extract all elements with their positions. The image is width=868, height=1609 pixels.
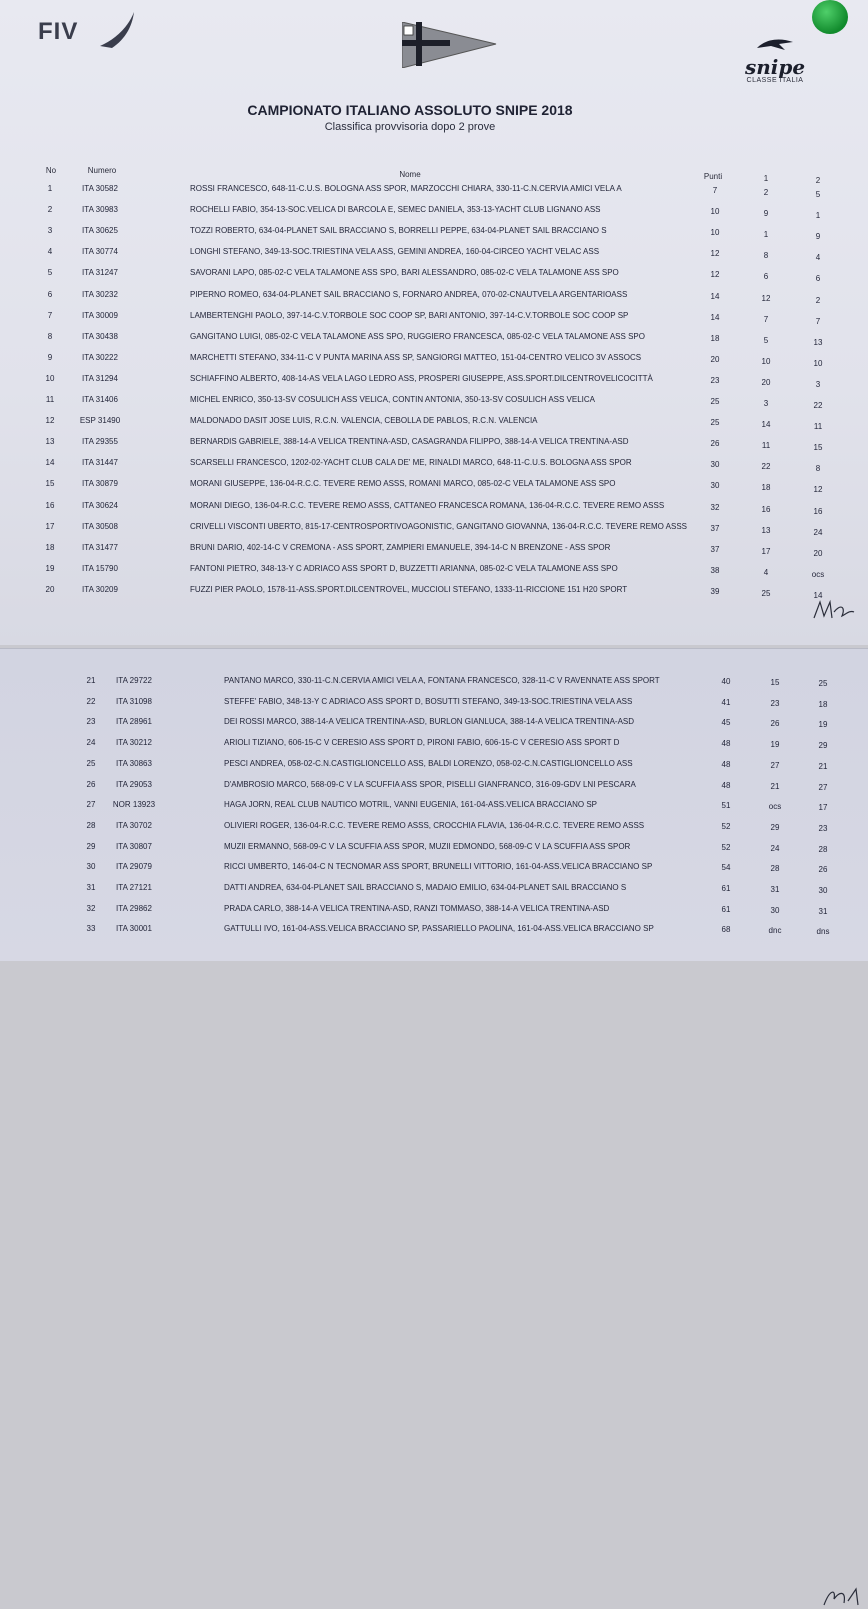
fiv-logo	[38, 18, 78, 46]
document-title: CAMPIONATO ITALIANO ASSOLUTO SNIPE 2018	[247, 102, 573, 118]
points-total: 30	[710, 460, 720, 470]
sail-number: ITA 30983	[82, 205, 118, 215]
column-header-race-2: 2	[815, 176, 821, 185]
points-total: 48	[721, 759, 731, 769]
crew-names: PANTANO MARCO, 330-11-C.N.CERVIA AMICI VELA A, FONTANA FRANCESCO, 328-11-C V RAVENNATE ASS SPORT	[224, 676, 660, 685]
race-2-score: 6	[815, 274, 821, 284]
sail-number: ITA 29079	[116, 862, 152, 872]
sail-number: ITA 30438	[82, 331, 118, 341]
points-total: 14	[710, 312, 720, 322]
row-number: 32	[86, 903, 96, 913]
handwritten-initials-2	[822, 1585, 864, 1609]
table-row	[0, 437, 868, 457]
race-1-score: 9	[763, 209, 769, 219]
race-1-score: 8	[763, 251, 769, 261]
row-number: 21	[86, 676, 96, 685]
row-number: 7	[47, 310, 53, 320]
crew-names: MALDONADO DASIT JOSE LUIS, R.C.N. VALENCIA, CEBOLLA DE PABLOS, R.C.N. VALENCIA	[190, 416, 538, 426]
crew-names: ARIOLI TIZIANO, 606-15-C V CERESIO ASS SPORT D, PIRONI FABIO, 606-15-C V CERESIO ASS SPORT D	[224, 738, 620, 748]
race-1-score: 20	[761, 377, 771, 387]
points-total: 40	[721, 677, 731, 686]
table-row	[0, 311, 868, 331]
table-row	[0, 247, 868, 267]
table-row	[0, 501, 868, 521]
sail-number: ITA 29355	[82, 437, 118, 447]
race-2-score: 13	[813, 337, 823, 347]
crew-names: FUZZI PIER PAOLO, 1578-11-ASS.SPORT.DILCENTROVEL, MUCCIOLI STEFANO, 1333-11-RICCIONE 151 H20 SPORT	[190, 584, 628, 594]
crew-names: MARCHETTI STEFANO, 334-11-C V PUNTA MARINA ASS SP, SANGIORGI MATTEO, 151-04-CENTRO VELICO 3V ASSOCS	[190, 352, 642, 362]
crew-names: ROCHELLI FABIO, 354-13-SOC.VELICA DI BARCOLA E, SEMEC DANIELA, 353-13-YACHT CLUB LIGNANO ASS	[190, 205, 601, 215]
race-1-score: 22	[761, 462, 771, 472]
sail-number: ITA 31477	[82, 542, 118, 552]
points-total: 32	[710, 502, 720, 512]
table-row	[0, 676, 868, 696]
row-number: 28	[86, 820, 96, 830]
row-number: 30	[86, 862, 96, 872]
table-row	[0, 416, 868, 436]
row-number: 15	[45, 479, 55, 489]
race-2-score: 4	[815, 253, 821, 263]
race-2-score: 14	[813, 590, 823, 600]
race-1-score: 12	[761, 293, 771, 303]
race-2-score: 7	[815, 316, 821, 326]
points-total: 14	[710, 291, 720, 301]
crew-names: LAMBERTENGHI PAOLO, 397-14-C.V.TORBOLE SOC COOP SP, BARI ANTONIO, 397-14-C.V.TORBOLE SOC COOP SP	[190, 310, 629, 320]
table-row	[0, 374, 868, 394]
crew-names: ROSSI FRANCESCO, 648-11-C.U.S. BOLOGNA ASS SPOR, MARZOCCHI CHIARA, 330-11-C.N.CERVIA AMICI VELA A	[190, 184, 622, 193]
race-2-score: 17	[818, 803, 828, 813]
race-1-score: 4	[763, 567, 769, 577]
row-number: 16	[45, 500, 55, 510]
race-1-score: 28	[770, 864, 780, 874]
race-2-score: 10	[813, 358, 823, 368]
crew-names: MUZII ERMANNO, 568-09-C V LA SCUFFIA ASS SPOR, MUZII EDMONDO, 568-09-C V LA SCUFFIA ASS SPOR	[224, 841, 631, 851]
race-2-score: 18	[818, 699, 828, 709]
sail-number: ITA 30863	[116, 758, 152, 768]
row-number: 27	[86, 800, 96, 810]
sail-number: ITA 31098	[116, 696, 152, 706]
table-row	[0, 479, 868, 499]
row-number: 22	[86, 696, 96, 706]
table-row	[0, 904, 868, 924]
table-row	[0, 290, 868, 310]
row-number: 2	[47, 205, 53, 215]
sail-number: ITA 31406	[82, 395, 118, 404]
race-2-score: 16	[813, 506, 823, 516]
race-1-score: 25	[761, 588, 771, 598]
row-number: 9	[47, 352, 53, 362]
sail-number: ITA 30212	[116, 738, 152, 748]
race-2-score: 30	[818, 886, 828, 895]
race-2-score: 28	[818, 844, 828, 854]
race-2-score: 25	[818, 679, 828, 688]
table-row	[0, 883, 868, 903]
race-1-score: dnc	[768, 926, 782, 936]
race-2-score: 29	[818, 741, 828, 751]
race-2-score: 15	[813, 443, 823, 453]
column-header-nome: Nome	[399, 170, 421, 179]
points-total: 18	[710, 333, 720, 343]
points-total: 68	[721, 925, 731, 935]
points-total: 25	[710, 418, 720, 428]
row-number: 24	[86, 738, 96, 748]
race-2-score: 26	[818, 865, 828, 875]
race-1-score: 6	[763, 272, 769, 282]
points-total: 37	[710, 523, 720, 533]
row-number: 4	[47, 247, 53, 257]
snipe-bird-icon	[755, 36, 795, 52]
points-total: 41	[721, 697, 731, 707]
race-2-score: 19	[818, 720, 828, 730]
points-total: 48	[721, 780, 731, 790]
race-2-score: 21	[818, 761, 828, 771]
sail-number: ITA 27121	[116, 883, 152, 892]
sail-number: ITA 30624	[82, 500, 118, 510]
points-total: 52	[721, 842, 731, 852]
sail-number: NOR 13923	[112, 800, 156, 810]
race-1-score: 26	[770, 719, 780, 729]
crew-names: RICCI UMBERTO, 146-04-C N TECNOMAR ASS SPORT, BRUNELLI VITTORIO, 161-04-ASS.VELICA BRACCIANO SP	[224, 862, 653, 872]
crew-names: SCHIAFFINO ALBERTO, 408-14-AS VELA LAGO LEDRO ASS, PROSPERI GIUSEPPE, ASS.SPORT.DILCENTROVELICOCITTÀ	[190, 373, 653, 383]
sail-number: ITA 30009	[82, 310, 118, 320]
sail-number: ITA 30222	[82, 352, 118, 362]
race-2-score: 2	[815, 295, 821, 305]
table-row	[0, 738, 868, 758]
row-number: 12	[45, 416, 55, 426]
points-total: 51	[721, 801, 731, 811]
table-row	[0, 759, 868, 779]
row-number: 3	[47, 226, 53, 236]
table-row	[0, 717, 868, 737]
sail-number: ITA 29862	[116, 903, 152, 913]
race-1-score: 14	[761, 420, 771, 430]
sail-number: ITA 31247	[82, 268, 118, 278]
table-row	[0, 821, 868, 841]
row-number: 10	[45, 373, 55, 383]
column-header-race-1: 1	[763, 174, 769, 183]
table-row	[0, 184, 868, 204]
crew-names: D'AMBROSIO MARCO, 568-09-C V LA SCUFFIA ASS SPOR, PISELLI GIANFRANCO, 316-09-GDV LNI PESCARA	[224, 779, 636, 789]
row-number: 13	[45, 437, 55, 447]
race-2-score: 22	[813, 401, 823, 410]
race-1-score: 31	[770, 885, 780, 894]
points-total: 54	[721, 863, 731, 873]
race-2-score: ocs	[811, 569, 825, 579]
sail-number: ITA 30774	[82, 247, 118, 257]
crew-names: PIPERNO ROMEO, 634-04-PLANET SAIL BRACCIANO S, FORNARO ANDREA, 070-02-CNAUTVELA ARGENTARIOASS	[190, 289, 628, 299]
crew-names: BERNARDIS GABRIELE, 388-14-A VELICA TRENTINA-ASD, CASAGRANDA FILIPPO, 388-14-A VELICA TRENTINA-ASD	[190, 437, 629, 447]
points-total: 26	[710, 439, 720, 449]
race-1-score: 24	[770, 843, 780, 853]
crew-names: TOZZI ROBERTO, 634-04-PLANET SAIL BRACCIANO S, BORRELLI PEPPE, 634-04-PLANET SAIL BRACCIANO S	[190, 226, 607, 236]
points-total: 61	[721, 904, 731, 914]
burgee-flag-icon	[402, 22, 498, 68]
race-2-score: 9	[815, 232, 821, 242]
race-1-score: ocs	[768, 802, 782, 812]
table-row	[0, 585, 868, 605]
sail-number: ITA 29722	[116, 676, 152, 685]
points-total: 20	[710, 354, 720, 364]
table-row	[0, 543, 868, 563]
table-row	[0, 522, 868, 542]
table-row	[0, 226, 868, 246]
row-number: 14	[45, 458, 55, 468]
points-total: 7	[712, 186, 718, 195]
row-number: 11	[45, 395, 55, 404]
crew-names: MORANI DIEGO, 136-04-R.C.C. TEVERE REMO ASSS, CATTANEO FRANCESCA ROMANA, 136-04-R.C.C. TEVERE REMO ASSS	[190, 500, 665, 510]
points-total: 39	[710, 586, 720, 596]
race-1-score: 7	[763, 314, 769, 324]
table-row	[0, 924, 868, 944]
sail-number: ITA 30625	[82, 226, 118, 236]
row-number: 25	[86, 758, 96, 768]
crew-names: CRIVELLI VISCONTI UBERTO, 815-17-CENTROSPORTIVOAGONISTIC, GANGITANO GIOVANNA, 136-04-R.C.C. TEVERE REMO ASSS	[190, 521, 688, 531]
points-total: 61	[721, 884, 731, 893]
race-1-score: 5	[763, 335, 769, 345]
column-header-numero: Numero	[87, 166, 117, 175]
document-subtitle: Classifica provvisoria dopo 2 prove	[324, 121, 496, 133]
row-number: 5	[47, 268, 53, 278]
row-number: 1	[47, 184, 53, 193]
points-total: 38	[710, 565, 720, 575]
race-2-score: 24	[813, 527, 823, 537]
row-number: 6	[47, 289, 53, 299]
crew-names: SCARSELLI FRANCESCO, 1202-02-YACHT CLUB CALA DE' ME, RINALDI MARCO, 648-11-C.U.S. BOLOGNA ASS SPOR	[190, 458, 632, 468]
race-2-score: 8	[815, 464, 821, 474]
race-1-score: 16	[761, 504, 771, 514]
crew-names: GATTULLI IVO, 161-04-ASS.VELICA BRACCIANO SP, PASSARIELLO PAOLINA, 161-04-ASS.VELICA BRACCIANO SP	[224, 924, 654, 934]
sail-number: ITA 29053	[116, 779, 152, 789]
column-header-no: No	[45, 166, 57, 175]
race-1-score: 15	[770, 678, 780, 687]
snipe-logo-text: snipe	[744, 55, 806, 79]
points-total: 52	[721, 821, 731, 831]
row-number: 26	[86, 779, 96, 789]
fiv-sail-icon	[94, 10, 142, 50]
sail-number: ITA 30209	[82, 584, 118, 594]
row-number: 8	[47, 331, 53, 341]
race-1-score: 19	[770, 740, 780, 750]
snipe-logo-subtitle: CLASSE ITALIA	[746, 77, 804, 84]
points-total: 48	[721, 739, 731, 749]
race-1-score: 3	[763, 399, 769, 408]
table-row	[0, 458, 868, 478]
points-total: 25	[710, 397, 720, 406]
row-number: 19	[45, 563, 55, 573]
points-total: 23	[710, 375, 720, 385]
race-2-score: 31	[818, 906, 828, 916]
crew-names: LONGHI STEFANO, 349-13-SOC.TRIESTINA VELA ASS, GEMINI ANDREA, 160-04-CIRCEO YACHT VELAC ASS	[190, 247, 600, 257]
race-2-score: 20	[813, 548, 823, 558]
race-2-score: 12	[813, 485, 823, 495]
sail-number: ITA 30001	[116, 924, 152, 934]
race-1-score: 17	[761, 546, 771, 556]
crew-names: BRUNI DARIO, 402-14-C V CREMONA - ASS SPORT, ZAMPIERI EMANUELE, 394-14-C N BRENZONE - ASS SPOR	[190, 542, 611, 552]
race-1-score: 18	[761, 483, 771, 493]
table-row	[0, 564, 868, 584]
race-2-score: 5	[815, 190, 821, 199]
race-1-score: 1	[763, 230, 769, 240]
crew-names: GANGITANO LUIGI, 085-02-C VELA TALAMONE ASS SPO, RUGGIERO FRANCESCA, 085-02-C VELA TALAMONE ASS SPO	[190, 331, 645, 341]
race-2-score: 1	[815, 211, 821, 221]
results-sheet-page-2	[0, 648, 868, 961]
snipe-logo	[728, 36, 822, 84]
table-row	[0, 353, 868, 373]
race-1-score: 11	[761, 441, 771, 451]
handwritten-initials	[812, 598, 856, 622]
table-row	[0, 842, 868, 862]
crew-names: MORANI GIUSEPPE, 136-04-R.C.C. TEVERE REMO ASSS, ROMANI MARCO, 085-02-C VELA TALAMONE ASS SPO	[190, 479, 616, 489]
race-1-score: 27	[770, 760, 780, 770]
table-row	[0, 697, 868, 717]
points-total: 10	[710, 207, 720, 217]
table-row	[0, 395, 868, 415]
race-1-score: 21	[770, 781, 780, 791]
sail-number: ESP 31490	[79, 416, 121, 426]
row-number: 33	[86, 924, 96, 934]
crew-names: OLIVIERI ROGER, 136-04-R.C.C. TEVERE REMO ASSS, CROCCHIA FLAVIA, 136-04-R.C.C. TEVERE REMO ASSS	[224, 820, 645, 830]
row-number: 17	[45, 521, 55, 531]
green-pushpin	[812, 0, 848, 34]
race-1-score: 2	[763, 188, 769, 197]
table-row	[0, 862, 868, 882]
sail-number: ITA 30232	[82, 289, 118, 299]
race-2-score: 27	[818, 782, 828, 792]
sail-number: ITA 31447	[82, 458, 118, 468]
row-number: 18	[45, 542, 55, 552]
sail-number: ITA 30582	[82, 184, 118, 193]
crew-names: HAGA JORN, REAL CLUB NAUTICO MOTRIL, VANNI EUGENIA, 161-04-ASS.VELICA BRACCIANO SP	[224, 800, 597, 810]
race-1-score: 23	[770, 698, 780, 708]
sail-number: ITA 30508	[82, 521, 118, 531]
race-1-score: 13	[761, 525, 771, 535]
race-1-score: 29	[770, 822, 780, 832]
table-row	[0, 332, 868, 352]
crew-names: PRADA CARLO, 388-14-A VELICA TRENTINA-ASD, RANZI TOMMASO, 388-14-A VELICA TRENTINA-ASD	[224, 903, 610, 913]
sail-number: ITA 30879	[82, 479, 118, 489]
crew-names: STEFFE' FABIO, 348-13-Y C ADRIACO ASS SPORT D, BOSUTTI STEFANO, 349-13-SOC.TRIESTINA VELA ASS	[224, 696, 633, 706]
sail-number: ITA 31294	[82, 373, 118, 383]
points-total: 10	[710, 228, 720, 238]
crew-names: FANTONI PIETRO, 348-13-Y C ADRIACO ASS SPORT D, BUZZETTI ARIANNA, 085-02-C VELA TALAMONE ASS SPO	[190, 563, 618, 573]
points-total: 30	[710, 481, 720, 491]
sail-number: ITA 28961	[116, 717, 152, 727]
sail-number: ITA 15790	[82, 563, 118, 573]
row-number: 31	[86, 883, 96, 892]
points-total: 45	[721, 718, 731, 728]
points-total: 37	[710, 544, 720, 554]
column-header-punti: Punti	[703, 172, 723, 181]
race-1-score: 30	[770, 905, 780, 915]
fiv-logo-text: FIV	[38, 18, 79, 45]
race-2-score: 3	[815, 379, 821, 389]
race-2-score: 11	[813, 422, 823, 432]
row-number: 29	[86, 841, 96, 851]
race-2-score: 23	[818, 823, 828, 833]
sail-number: ITA 30807	[116, 841, 152, 851]
points-total: 12	[710, 249, 720, 259]
table-row	[0, 800, 868, 820]
results-sheet-page-1	[0, 0, 868, 645]
race-1-score: 10	[761, 356, 771, 366]
race-2-score: dns	[816, 927, 830, 937]
crew-names: DEI ROSSI MARCO, 388-14-A VELICA TRENTINA-ASD, BURLON GIANLUCA, 388-14-A VELICA TRENTINA-ASD	[224, 717, 635, 727]
crew-names: MICHEL ENRICO, 350-13-SV COSULICH ASS VELICA, CONTIN ANTONIA, 350-13-SV COSULICH ASS VELICA	[190, 395, 596, 404]
row-number: 23	[86, 717, 96, 727]
crew-names: SAVORANI LAPO, 085-02-C VELA TALAMONE ASS SPO, BARI ALESSANDRO, 085-02-C VELA TALAMONE ASS SPO	[190, 268, 619, 278]
crew-names: DATTI ANDREA, 634-04-PLANET SAIL BRACCIANO S, MADAIO EMILIO, 634-04-PLANET SAIL BRACCIANO S	[224, 883, 627, 892]
table-row	[0, 205, 868, 225]
crew-names: PESCI ANDREA, 058-02-C.N.CASTIGLIONCELLO ASS, BALDI LORENZO, 058-02-C.N.CASTIGLIONCELLO ASS	[224, 758, 633, 768]
table-row	[0, 268, 868, 288]
sail-number: ITA 30702	[116, 820, 152, 830]
row-number: 20	[45, 584, 55, 594]
table-row	[0, 780, 868, 800]
points-total: 12	[710, 270, 720, 280]
